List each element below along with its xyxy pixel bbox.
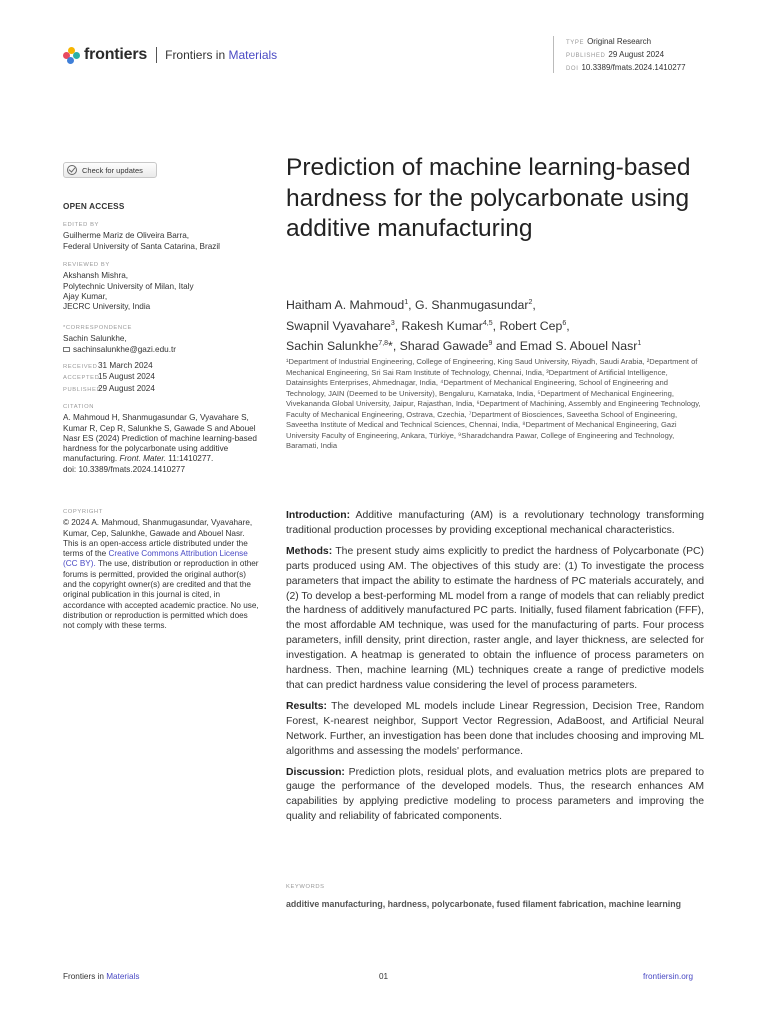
reviewed-by: REVIEWED BY Akshansh Mishra, Polytechnic University of Milan, Italy Ajay Kumar, JECRC University, India: [63, 262, 194, 312]
copyright: COPYRIGHT © 2024 A. Mahmoud, Shanmugasundar, Vyavahare, Kumar, Cep, Salunkhe, Gawade and Abouel Nasr. This is an open-access article distributed under the terms of the Creative Commons Attribution License (CC BY). The use, distribution or reproduction in other forums is permitted, provided the original author(s) and the copyright owner(s) are credited and that the original publication in this journal is cited, in accordance with accepted academic practice. No use, distribution or reproduction is permitted which does not comply with these terms.: [63, 509, 259, 631]
logo-divider: [156, 47, 157, 63]
correspondence-email[interactable]: sachinsalunkhe@gazi.edu.tr: [73, 344, 176, 354]
affiliations: ¹Department of Industrial Engineering, College of Engineering, King Saud University, Riyadh, Saudi Arabia, ²Department of Mechanical Engineering, Sri Sai Ram Institute of Technology, Chennai, India, ³Department of Artificial Intelligence, Datainsights Enterprises, Ahmednagar, India, ⁴Department of Mechanical Engineering, School of Engineering and Technology, JAIN (Deemed to be University), Bengaluru, Karnataka, India, ⁵Department of Mechanical Engineering, Vivekananda Global University, Jaipur, Rajasthan, India, ⁶Department of Machining, Assembly and Engineering Technology, Faculty of Mechanical Engineering, Ostrava, Czechia, ⁷Department of Biosciences, Saveetha School of Engineering, Saveetha Institute of Medical and Technical Sciences, Chennai, India, ⁸Department of Mechanical Engineering, Gazi University Faculty of Engineering, Ankara, Türkiye, ⁹Sharadchandra Pawar, College of Engineering and Technology, Baramati, India: [286, 357, 701, 450]
article-meta: TYPE Original Research PUBLISHED 29 August 2024 DOI 10.3389/fmats.2024.1410277: [553, 36, 686, 73]
frontiers-logo-icon: [63, 47, 80, 64]
abstract-results: Results: The developed ML models include Linear Regression, Decision Tree, Random Forest, K-nearest neighbor, Support Vector Regression, AdaBoost, and Artificial Neural Network. Further, an investigation has been done that includes choosing and improving ML algorithms and assessing the models' performance.: [286, 700, 704, 757]
dates: RECEIVED31 March 2024 ACCEPTED15 August 2024 PUBLISHED29 August 2024: [63, 361, 155, 393]
abstract-methods: Methods: The present study aims explicitly to predict the hardness of Polycarbonate (PC) parts produced using AM. The objectives of this study are: (1) To investigate the process parameters that impact the ability to estimate the hardness of PC materials accurately, and (2) To develop a best-performing ML model from a range of models that can reliably predict the hardness of additively manufactured PC parts. Initially, fused filament fabrication (FFF), the most affordable AM technique, was used for the manufacturing of parts. Four process parameters, infill density, print direction, raster angle, and layer thickness, are selected for investigation. A heatmap is generated to obtain the influence of process parameters on hardness. Then, machine learning (ML) techniques create a range of predictive models that can predict hardness value considering the level of process parameters.: [286, 545, 704, 691]
correspondence: *CORRESPONDENCE Sachin Salunkhe, sachinsalunkhe@gazi.edu.tr: [63, 325, 176, 354]
brand-name: frontiers: [84, 46, 148, 63]
article-title: Prediction of machine learning-based hardness for the polycarbonate using additive manufacturing: [286, 154, 691, 242]
mail-icon: [63, 347, 70, 352]
keywords: additive manufacturing, hardness, polycarbonate, fused filament fabrication, machine learning: [286, 899, 681, 909]
footer-journal[interactable]: Frontiers in Materials: [63, 972, 140, 981]
cc-license-link[interactable]: Creative Commons Attribution License (CC BY).: [63, 549, 248, 569]
abstract-introduction: Introduction: Additive manufacturing (AM) is a revolutionary technology transforming traditional production processes by providing exceptional mechanical characteristics.: [286, 510, 704, 536]
article-type: Original Research: [587, 37, 652, 46]
abstract-discussion: Discussion: Prediction plots, residual plots, and evaluation metrics plots are prepared to gauge the performance of the developed models. Thus, the research enhances AM capabilities by applying predictive modeling to process parameters and improving the quality and reliability of fabricated components.: [286, 766, 704, 823]
author-list: Haitham A. Mahmoud$^1$, G. Shanmugasundar$^2$, Swapnil Vyavahare$^3$, Rakesh Kumar$^{4,5}$, Robert Cep$^6$, Sachin Salunkhe$^{7,8}$*, Sharad Gawade$^9$ and Emad S. Abouel Nasr$^1$: [286, 298, 642, 353]
citation: CITATION A. Mahmoud H, Shanmugasundar G, Vyavahare S, Kumar R, Cep R, Salunkhe S, Gawade S and Abouel Nasr ES (2024) Prediction of machine learning-based hardness for the polycarbonate using additive manufacturing. Front. Mater. 11:1410277. doi: 10.3389/fmats.2024.1410277: [63, 404, 257, 474]
journal-name[interactable]: Frontiers in Materials: [165, 48, 278, 62]
edited-by: EDITED BY Guilherme Mariz de Oliveira Barra, Federal University of Santa Catarina, Brazil: [63, 222, 220, 251]
abstract: [286, 509, 704, 831]
open-access-label: OPEN ACCESS: [63, 202, 125, 211]
footer-site-link[interactable]: frontiersin.org: [643, 972, 694, 981]
doi[interactable]: 10.3389/fmats.2024.1410277: [581, 63, 686, 72]
check-updates-icon: [67, 165, 77, 175]
keywords-label: KEYWORDS: [286, 884, 325, 890]
frontiers-logo[interactable]: [63, 46, 277, 64]
published-date: 29 August 2024: [608, 50, 665, 59]
page-number: 01: [379, 972, 389, 981]
check-updates-button[interactable]: Check for updates: [63, 162, 157, 178]
